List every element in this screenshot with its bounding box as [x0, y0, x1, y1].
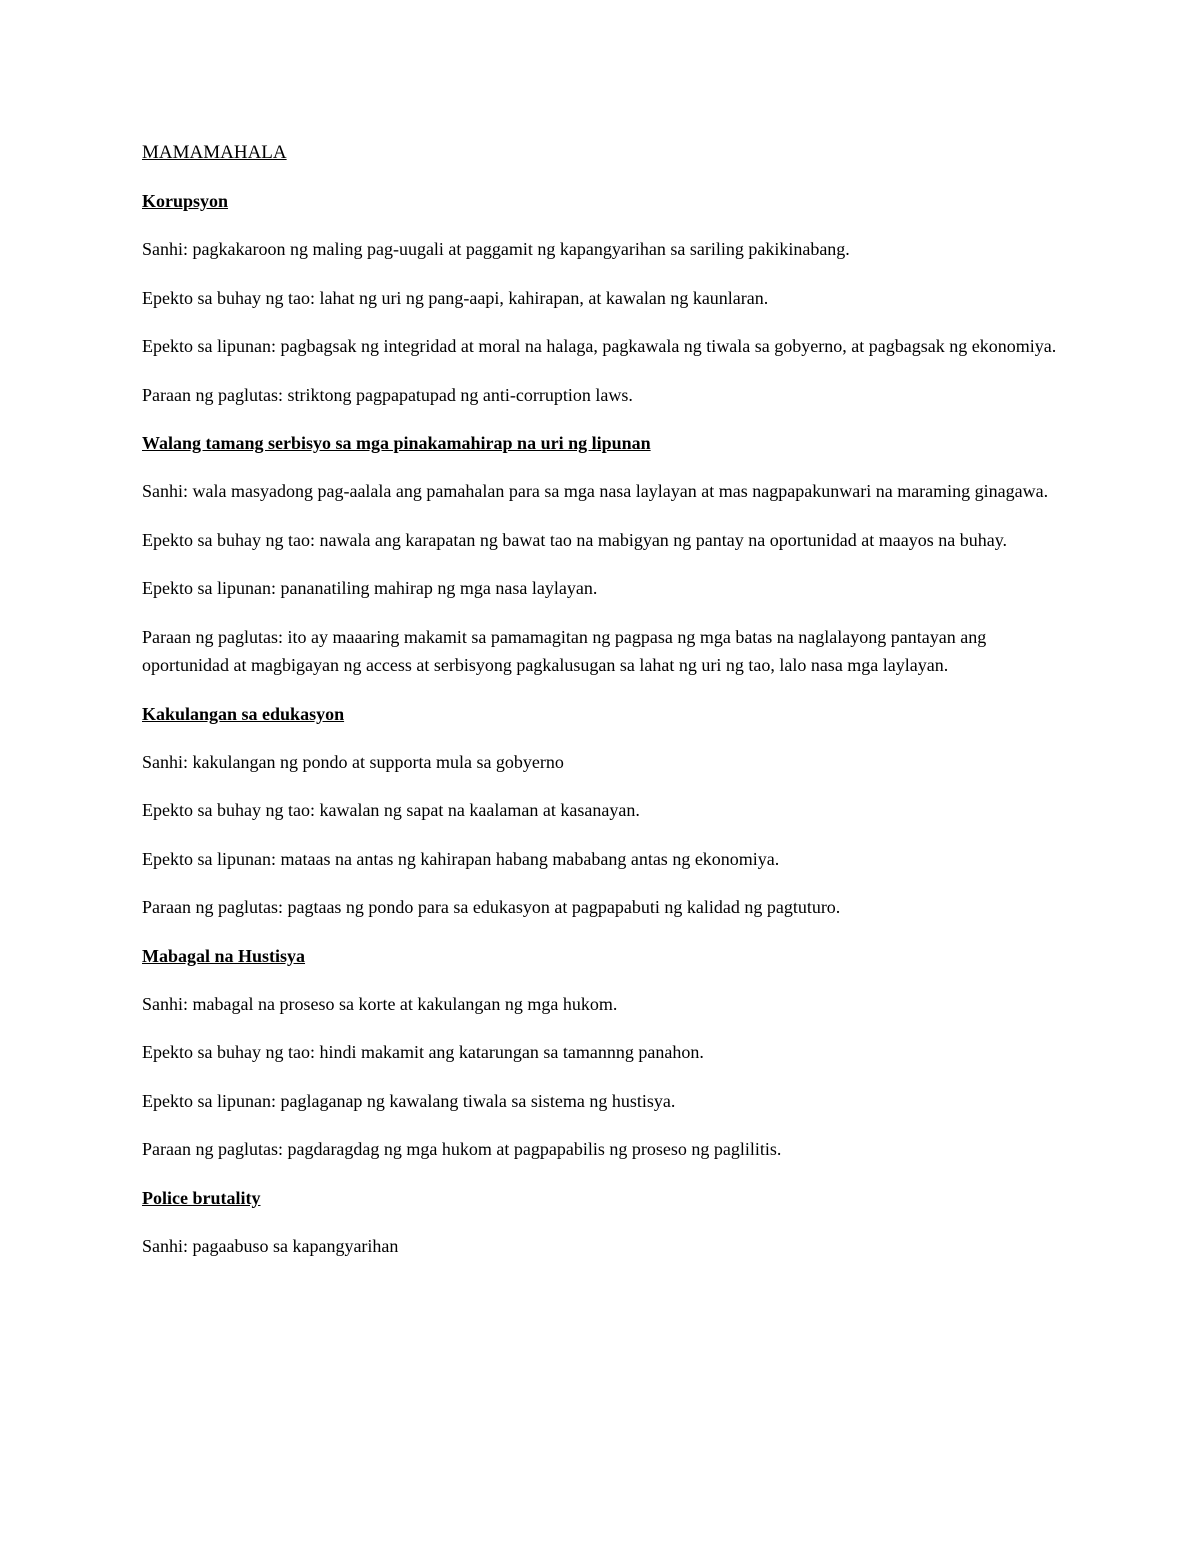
section-heading: Walang tamang serbisyo sa mga pinakamahirap na uri ng lipunan: [142, 433, 651, 453]
paragraph-paraan: Paraan ng paglutas: ito ay maaaring makamit sa pamamagitan ng pagpasa ng mga batas na naglalayong pantayan ang oportunidad at magbigayan ng access at serbisyong pagkalusugan sa lahat ng uri ng tao, lalo nasa mga laylayan.: [142, 626, 987, 675]
document-title: MAMAMAHALA: [142, 142, 287, 163]
paragraph-epekto-buhay: Epekto sa buhay ng tao: hindi makamit ang katarungan sa tamannng panahon.: [142, 1042, 704, 1062]
document-page: [142, 139, 1062, 1280]
section-heading: Korupsyon: [142, 191, 229, 211]
section-serbisyo: [142, 429, 1062, 680]
section-police-brutality: [142, 1184, 1062, 1261]
paragraph-epekto-lipunan: Epekto sa lipunan: pagbagsak ng integridad at moral na halaga, pagkawala ng tiwala sa gobyerno, at pagbagsak ng ekonomiya.: [142, 336, 1057, 356]
section-heading: Kakulangan sa edukasyon: [142, 703, 345, 724]
paragraph-sanhi: Sanhi: pagkakaroon ng maling pag-uugali at paggamit ng kapangyarihan sa sariling pakikinabang.: [142, 239, 850, 259]
section-hustisya: [142, 942, 1062, 1164]
paragraph-epekto-buhay: Epekto sa buhay ng tao: kawalan ng sapat na kaalaman at kasanayan.: [142, 800, 640, 820]
section-edukasyon: [142, 700, 1062, 922]
paragraph-epekto-lipunan: Epekto sa lipunan: mataas na antas ng kahirapan habang mababang antas ng ekonomiya.: [142, 848, 780, 869]
paragraph-sanhi: Sanhi: mabagal na proseso sa korte at kakulangan ng mga hukom.: [142, 993, 618, 1014]
paragraph-epekto-lipunan: Epekto sa lipunan: paglaganap ng kawalang tiwala sa sistema ng hustisya.: [142, 1090, 676, 1111]
section-heading: Mabagal na Hustisya: [142, 945, 306, 966]
section-heading: Police brutality: [142, 1187, 261, 1208]
paragraph-epekto-buhay: Epekto sa buhay ng tao: lahat ng uri ng pang-aapi, kahirapan, at kawalan ng kaunlaran.: [142, 287, 769, 308]
paragraph-sanhi: Sanhi: kakulangan ng pondo at supporta mula sa gobyerno: [142, 751, 564, 772]
paragraph-sanhi: Sanhi: wala masyadong pag-aalala ang pamahalan para sa mga nasa laylayan at mas nagpapakunwari na maraming ginagawa.: [142, 481, 1049, 501]
section-korupsyon: [142, 187, 1062, 409]
paragraph-epekto-buhay: Epekto sa buhay ng tao: nawala ang karapatan ng bawat tao na mabigyan ng pantay na oportunidad at maayos na buhay.: [142, 529, 1008, 550]
paragraph-paraan: Paraan ng paglutas: pagdaragdag ng mga hukom at pagpapabilis ng proseso ng paglilitis.: [142, 1139, 782, 1159]
paragraph-paraan: Paraan ng paglutas: striktong pagpapatupad ng anti-corruption laws.: [142, 384, 633, 405]
paragraph-sanhi: Sanhi: pagaabuso sa kapangyarihan: [142, 1235, 399, 1256]
paragraph-paraan: Paraan ng paglutas: pagtaas ng pondo para sa edukasyon at pagpapabuti ng kalidad ng pagtuturo.: [142, 897, 841, 917]
paragraph-epekto-lipunan: Epekto sa lipunan: pananatiling mahirap ng mga nasa laylayan.: [142, 578, 598, 598]
